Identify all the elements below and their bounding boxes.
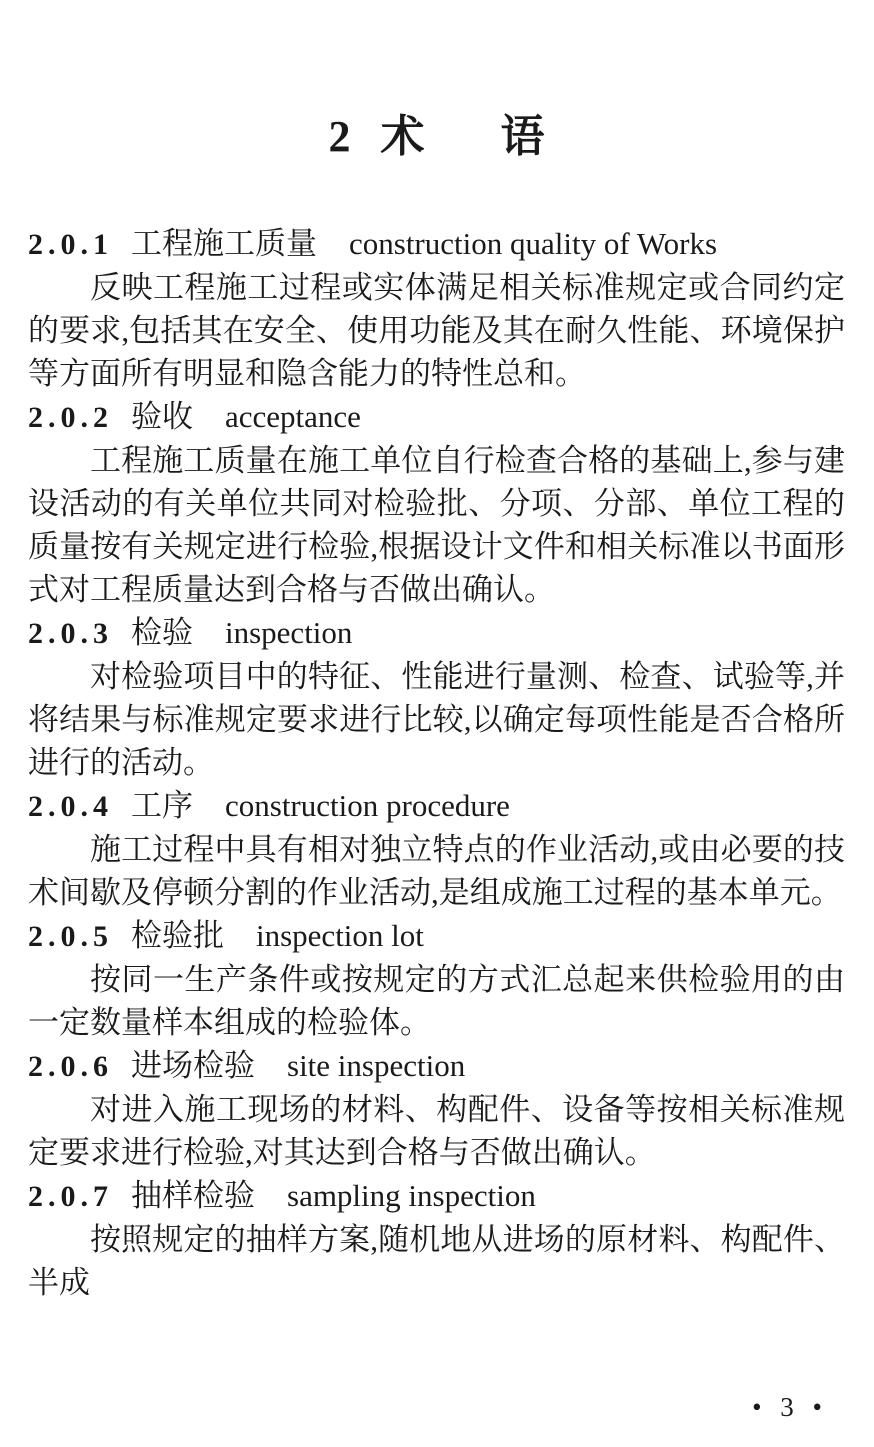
term-number: 2.0.2 xyxy=(28,401,113,434)
term-number: 2.0.4 xyxy=(28,790,113,823)
term-heading xyxy=(28,222,845,266)
term-definition: 对进入施工现场的材料、构配件、设备等按相关标准规定要求进行检验,对其达到合格与否做出确认。 xyxy=(28,1092,845,1170)
term-number: 2.0.7 xyxy=(28,1180,113,1213)
term-number: 2.0.5 xyxy=(28,920,113,953)
term-section-2-0-2 xyxy=(28,395,845,611)
term-section-2-0-6 xyxy=(28,1044,845,1174)
term-chinese: 检验批 xyxy=(131,918,224,953)
term-number: 2.0.6 xyxy=(28,1050,113,1083)
term-definition: 按照规定的抽样方案,随机地从进场的原材料、构配件、半成 xyxy=(28,1222,845,1300)
term-chinese: 工序 xyxy=(131,788,193,823)
term-english: construction quality of Works xyxy=(349,226,718,261)
term-definition: 按同一生产条件或按规定的方式汇总起来供检验用的由一定数量样本组成的检验体。 xyxy=(28,962,845,1040)
term-english: inspection xyxy=(225,615,353,650)
term-english: inspection lot xyxy=(256,918,424,953)
chapter-title-char-1: 术 xyxy=(380,112,425,161)
term-definition: 施工过程中具有相对独立特点的作业活动,或由必要的技术间歇及停顿分割的作业活动,是组成施工过程的基本单元。 xyxy=(28,832,845,910)
term-definition: 工程施工质量在施工单位自行检查合格的基础上,参与建设活动的有关单位共同对检验批、分项、分部、单位工程的质量按有关规定进行检验,根据设计文件和相关标准以书面形式对工程质量达到合格与否做出确认。 xyxy=(28,443,845,607)
page-title xyxy=(28,104,845,170)
term-section-2-0-3 xyxy=(28,611,845,784)
term-section-2-0-4 xyxy=(28,784,845,914)
term-chinese: 检验 xyxy=(131,615,193,650)
term-heading xyxy=(28,1044,845,1088)
term-chinese: 工程施工质量 xyxy=(131,226,317,261)
term-number: 2.0.3 xyxy=(28,617,113,650)
term-definition: 对检验项目中的特征、性能进行量测、检查、试验等,并将结果与标准规定要求进行比较,以确定每项性能是否合格所进行的活动。 xyxy=(28,659,845,780)
term-section-2-0-5 xyxy=(28,914,845,1044)
term-english: acceptance xyxy=(225,399,361,434)
term-definition: 反映工程施工过程或实体满足相关标准规定或合同约定的要求,包括其在安全、使用功能及其在耐久性能、环境保护等方面所有明显和隐含能力的特性总和。 xyxy=(28,270,845,391)
page-number: • 3 • xyxy=(752,1392,822,1422)
term-english: site inspection xyxy=(287,1048,466,1083)
term-heading xyxy=(28,1174,845,1218)
terminology-content xyxy=(28,222,845,1304)
term-heading xyxy=(28,611,845,655)
chapter-number: 2 xyxy=(328,112,351,161)
term-heading xyxy=(28,395,845,439)
term-english: construction procedure xyxy=(225,788,510,823)
term-section-2-0-1 xyxy=(28,222,845,395)
term-number: 2.0.1 xyxy=(28,228,113,261)
term-chinese: 验收 xyxy=(131,399,193,434)
chapter-title-char-2: 语 xyxy=(500,112,545,161)
term-section-2-0-7 xyxy=(28,1174,845,1304)
term-chinese: 抽样检验 xyxy=(131,1178,255,1213)
term-heading xyxy=(28,914,845,958)
term-heading xyxy=(28,784,845,828)
term-chinese: 进场检验 xyxy=(131,1048,255,1083)
term-english: sampling inspection xyxy=(287,1178,536,1213)
document-page xyxy=(0,104,874,1422)
